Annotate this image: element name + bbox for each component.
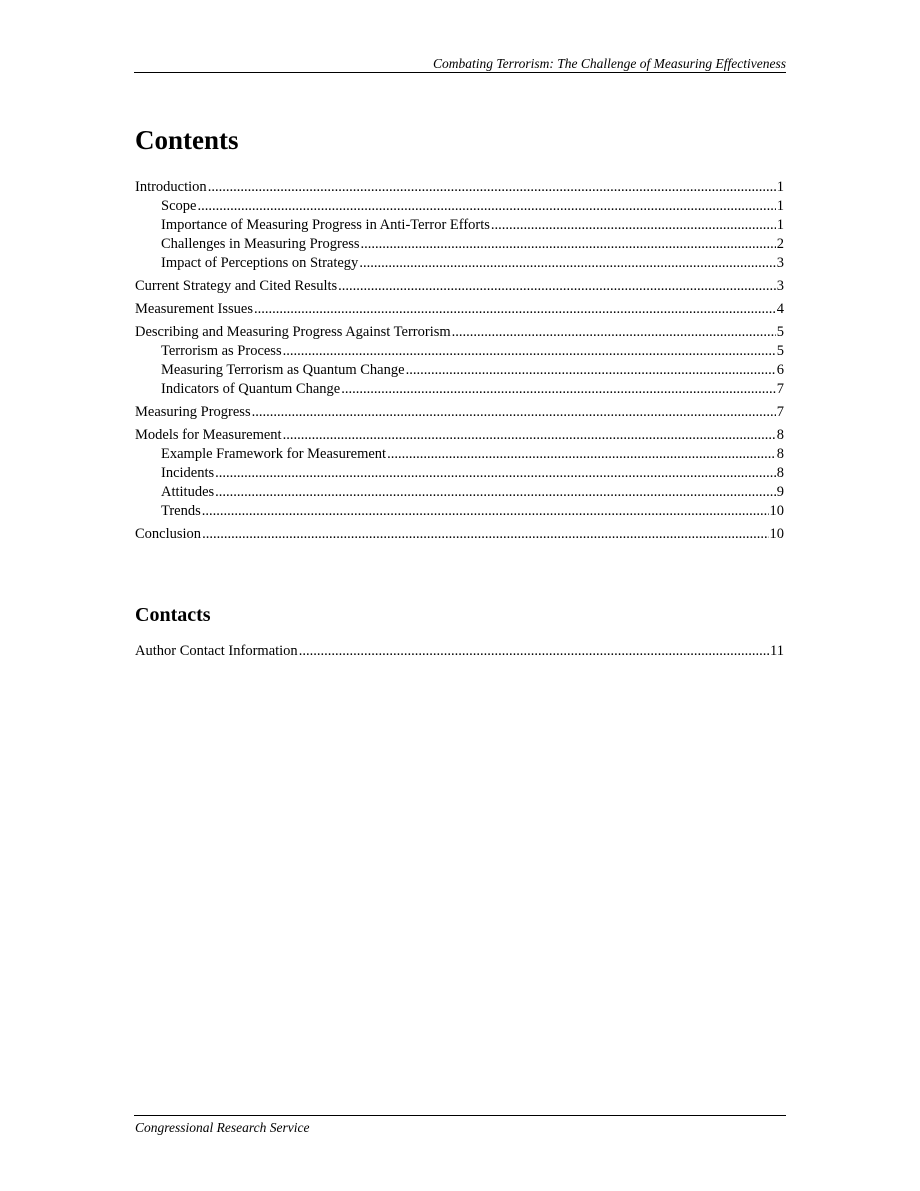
dot-leader — [215, 483, 776, 502]
dot-leader — [452, 323, 776, 342]
toc-entry-title: Measuring Terrorism as Quantum Change — [161, 362, 405, 378]
contacts-list — [135, 642, 784, 661]
dot-leader — [215, 464, 776, 483]
toc-entry-current-strategy[interactable] — [135, 277, 784, 296]
footer-rule — [134, 1115, 786, 1116]
toc-entry-page: 2 — [776, 236, 784, 252]
toc-entry-page: 11 — [770, 643, 784, 659]
toc-entry-title: Measurement Issues — [135, 301, 253, 317]
toc-entry-title: Terrorism as Process — [161, 343, 282, 359]
dot-leader — [361, 235, 776, 254]
toc-entry-scope[interactable] — [135, 197, 784, 216]
toc-entry-importance-of-measuring-progress[interactable] — [135, 216, 784, 235]
toc-entry-page: 1 — [776, 217, 784, 233]
dot-leader — [202, 525, 768, 544]
toc-entry-title: Example Framework for Measurement — [161, 446, 387, 462]
table-of-contents — [135, 178, 784, 544]
toc-entry-page: 9 — [776, 484, 784, 500]
toc-entry-author-contact[interactable] — [135, 642, 784, 661]
toc-entry-page: 8 — [776, 427, 784, 443]
dot-leader — [491, 216, 776, 235]
dot-leader — [254, 300, 776, 319]
toc-entry-impact-of-perceptions[interactable] — [135, 254, 784, 273]
toc-entry-title: Impact of Perceptions on Strategy — [161, 255, 359, 271]
dot-leader — [197, 197, 775, 216]
toc-entry-terrorism-as-process[interactable] — [135, 342, 784, 361]
toc-entry-conclusion[interactable] — [135, 525, 784, 544]
toc-entry-title: Attitudes — [161, 484, 215, 500]
dot-leader — [208, 178, 776, 197]
toc-entry-title: Introduction — [135, 179, 207, 195]
toc-entry-page: 1 — [776, 198, 784, 214]
toc-entry-title: Author Contact Information — [135, 643, 298, 659]
dot-leader — [341, 380, 776, 399]
dot-leader — [406, 361, 776, 380]
toc-entry-page: 7 — [776, 381, 784, 397]
toc-entry-models-for-measurement[interactable] — [135, 426, 784, 445]
toc-entry-page: 3 — [776, 278, 784, 294]
contents-title: Contents — [135, 125, 239, 155]
toc-entry-describing-and-measuring[interactable] — [135, 323, 784, 342]
toc-entry-page: 6 — [776, 362, 784, 378]
toc-entry-title: Importance of Measuring Progress in Anti-Terror Efforts — [161, 217, 490, 233]
toc-entry-title: Challenges in Measuring Progress — [161, 236, 360, 252]
dot-leader — [283, 342, 776, 361]
dot-leader — [387, 445, 776, 464]
toc-entry-page: 5 — [776, 343, 784, 359]
dot-leader — [338, 277, 776, 296]
toc-entry-title: Models for Measurement — [135, 427, 282, 443]
toc-entry-page: 3 — [776, 255, 784, 271]
dot-leader — [283, 426, 776, 445]
toc-entry-page: 10 — [769, 526, 784, 542]
running-header: Combating Terrorism: The Challenge of Measuring Effectiveness — [433, 56, 786, 71]
toc-entry-title: Measuring Progress — [135, 404, 251, 420]
toc-entry-quantum-change[interactable] — [135, 361, 784, 380]
dot-leader — [252, 403, 776, 422]
toc-entry-title: Describing and Measuring Progress Against Terrorism — [135, 324, 451, 340]
toc-entry-title: Current Strategy and Cited Results — [135, 278, 338, 294]
dot-leader — [359, 254, 775, 273]
toc-entry-measuring-progress[interactable] — [135, 403, 784, 422]
toc-entry-page: 5 — [776, 324, 784, 340]
toc-entry-incidents[interactable] — [135, 464, 784, 483]
toc-entry-title: Conclusion — [135, 526, 202, 542]
toc-entry-page: 7 — [776, 404, 784, 420]
footer-publisher: Congressional Research Service — [135, 1120, 310, 1135]
toc-entry-title: Trends — [161, 503, 201, 519]
toc-entry-title: Scope — [161, 198, 197, 214]
toc-entry-example-framework[interactable] — [135, 445, 784, 464]
toc-entry-measurement-issues[interactable] — [135, 300, 784, 319]
toc-entry-page: 4 — [776, 301, 784, 317]
toc-entry-title: Incidents — [161, 465, 215, 481]
toc-entry-attitudes[interactable] — [135, 483, 784, 502]
header-rule — [134, 72, 786, 73]
dot-leader — [299, 642, 769, 661]
toc-entry-challenges-in-measuring-progress[interactable] — [135, 235, 784, 254]
dot-leader — [202, 502, 769, 521]
toc-entry-page: 8 — [776, 446, 784, 462]
toc-entry-title: Indicators of Quantum Change — [161, 381, 341, 397]
toc-entry-indicators-of-quantum-change[interactable] — [135, 380, 784, 399]
toc-entry-page: 10 — [769, 503, 784, 519]
contacts-heading: Contacts — [135, 604, 211, 626]
toc-entry-page: 1 — [776, 179, 784, 195]
toc-entry-trends[interactable] — [135, 502, 784, 521]
toc-entry-introduction[interactable] — [135, 178, 784, 197]
toc-entry-page: 8 — [776, 465, 784, 481]
